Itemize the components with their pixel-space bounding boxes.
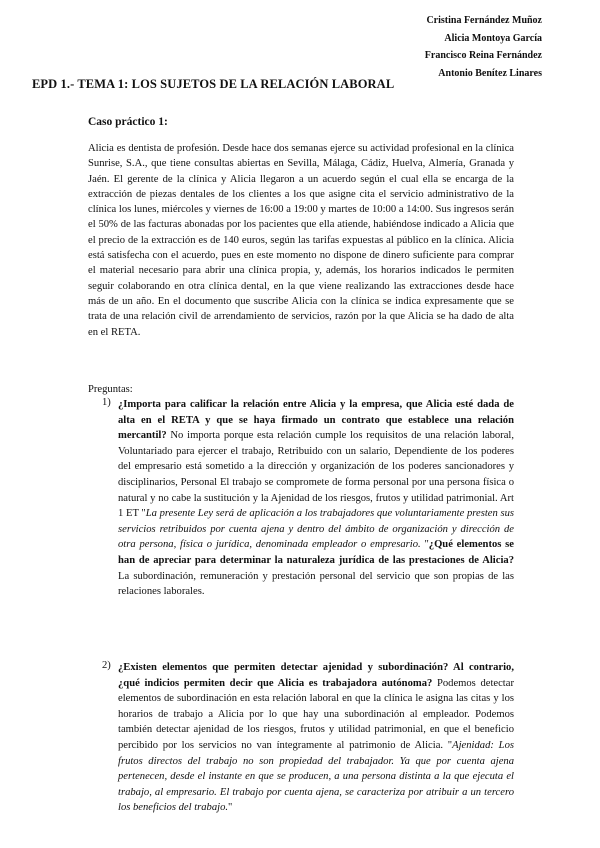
answer-text: La subordinación, remuneración y prestación personal del servicio que son propias de las relaciones laborales. [118,570,514,598]
question-1-subprompt: ¿Qué elementos se han de apreciar para determinar la naturaleza jurídica de las prestaciones de Alicia? [118,539,515,566]
document-title: EPD 1.- TEMA 1: LOS SUJETOS DE LA RELACIÓN LABORAL [32,77,395,91]
answer-text: " [420,539,429,551]
question-number: 1) [102,397,111,408]
questions-label: Preguntas: [88,384,133,395]
definition-quote: Ajenidad: Los frutos directos del trabajo no son propiedad del trabajador. Ya que por cuenta ajena pertenecen, desde el instante en que se producen, a una persona distinta a la que ejecuta el trabajo, al empresario. El trabajo por cuenta ajena, se caracteriza por atribuir a un tercero los beneficios del trabajo. [118,739,514,814]
answer-text: " [228,802,233,814]
author-name: Cristina Fernández Muñoz [426,15,542,26]
answer-text: Podemos detectar elementos de subordinación en esta relación laboral en que la clínica le asigna las citas y los horarios de trabajo a Alicia por lo que hay una subordinación al empleador. Podemos también detectar ajenidad de los riesgos, frutos y utilidad patrimonial, en que el beneficio percibido por los servicios no van íntegramente al patrimonio de Alicia. " [118,677,514,751]
question-1-prompt: ¿Importa para calificar la relación entre Alicia y la empresa, que Alicia esté dada de alta en el RETA y que se haya firmado un contrato que establece una relación mercantil? [118,399,514,442]
question-number: 2) [102,660,111,671]
question-2 [118,660,514,816]
author-name: Alicia Montoya García [444,32,542,44]
law-quote: La presente Ley será de aplicación a los trabajadores que voluntariamente presten sus servicios retribuidos por cuenta ajena y dentro del ámbito de organización y dirección de otra persona, física o jurídica, denominada empleador o empresario. [118,508,514,551]
author-list [322,12,542,82]
author-name: Antonio Benítez Linares [438,67,542,79]
case-text: Alicia es dentista de profesión. Desde hace dos semanas ejerce su actividad profesional en la clínica Sunrise, S.A., que tiene consultas abiertas en Sevilla, Málaga, Cádiz, Huelva, Almería, Granada y Jaén. El gerente de la clínica y Alicia llegaron a un acuerdo según el cual ella se encarga de la extracción de piezas dentales de los clientes a los que asigne cita el servicio administrativo de la clínica los lunes, miércoles y viernes de 16:00 a 19:00 y martes de 10:00 a 14:00. Sus ingresos serán el 50% de las facturas abonadas por los pacientes que ella atiende, habiéndose indicado a Alicia que el precio de la extracción es de 140 euros, según las tarifas expuestas al público en la clínica. Alicia está satisfecha con el acuerdo, pues en este momento no dispone de dinero suficiente para comprar el material necesario para abrir una clínica propia, y, además, los horarios indicados le permiten seguir colaborando en otra clínica dental, en la que viene realizando las extracciones desde hace más de un año. En el documento que suscribe Alicia con la clínica se indica expresamente que se trata de una relación civil de arrendamiento de servicios, razón por la que Alicia se ha dado de alta en el RETA. [88,143,514,338]
case-heading: Caso práctico 1: [88,116,168,128]
answer-text: No importa porque esta relación cumple los requisitos de una relación laboral, Voluntariado para ejercer el trabajo, Retribuido con un salario, Dependiente de los poderes del empresario está sometido a la dirección y organización de los poderes sancionadores y disciplinarios, Personal El trabajo se compromete de forma personal por una persona física o natural y no cabe la sustitución y la Ajenidad de los riesgos, frutos y utilidad patrimonial. Art 1 ET " [118,430,514,520]
author-name: Francisco Reina Fernández [424,50,542,61]
question-1 [118,397,514,600]
question-2-prompt: ¿Existen elementos que permiten detectar ajenidad y subordinación? Al contrario, ¿qué indicios permiten decir que Alicia es trabajadora autónoma? [118,662,514,689]
